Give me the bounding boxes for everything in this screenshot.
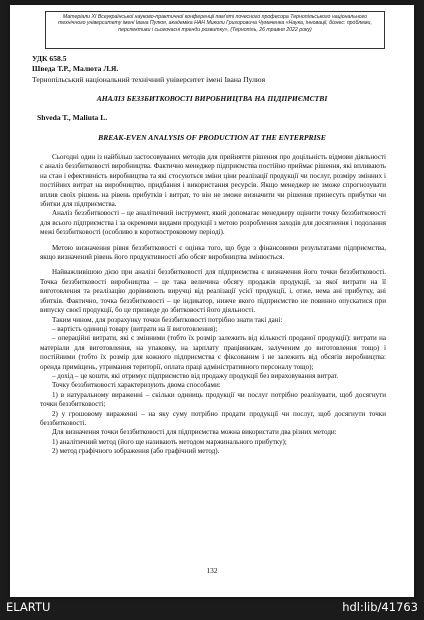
- list-item: – операційні витрати, які є змінними (тобто їх розмір залежить від кількості проданої продукції): витрати на матеріали для виготовлення, на упаковку, на зарплату працівникам, залученим до виготовлення тощо) і постійними (тобто їх розмір для кожного підприємства є фіксованим і не залежить від обсягів виробництва: оренда приміщень, утримання території, оплата праці адміністративного персоналу тощо);: [40, 334, 386, 371]
- paragraph: Таким чином, для розрахунку точки беззбитковості потрібно знати такі дані:: [52, 315, 283, 324]
- article-body: [40, 153, 386, 457]
- udk-code: УДК 658.5: [32, 54, 67, 63]
- repository-label: ELARTU: [6, 600, 51, 614]
- paragraph: Точку беззбитковості характеризують двома способами:: [52, 381, 221, 390]
- handle-identifier: hdl:lib/41763: [342, 600, 418, 614]
- list-item: – дохід – це кошти, які отримує підприємство від продажу продукції без вираховування витрат.: [52, 371, 339, 380]
- title-en: BREAK-EVEN ANALYSIS OF PRODUCTION AT THE ENTERPRISE: [98, 133, 326, 142]
- paragraph: Для визначення точки беззбитковості для підприємства можна використати два різних методи:: [52, 428, 337, 437]
- page-number: 132: [206, 566, 218, 575]
- list-item: – вартість одиниці товару (витрати на її виготовлення);: [52, 324, 218, 333]
- title-ua: АНАЛІЗ БЕЗЗБИТКОВОСТІ ВИРОБНИЦТВА НА ПІДПРИЄМСТВІ: [96, 94, 328, 103]
- list-item: 2) метод графічного зображення (або графічний метод).: [52, 447, 220, 456]
- paragraph: Метою визначення рівня беззбитковості є оцінка того, що буде з фінансовими результатами підприємства, якщо визначений рівень його продуктивності або обсяг виробництва змінюється.: [40, 243, 386, 262]
- document-page: [10, 5, 414, 597]
- list-item: 2) у грошовому вираженні – на яку суму потрібно продати продукції чи послуг, щоб досягнути точки беззбитковості.: [40, 409, 386, 427]
- list-item: 1) в натуральному вираженні – скільки одиниць продукції чи послуг потрібно реалізувати, щоб досягнути точки беззбитковості;: [40, 390, 386, 409]
- paragraph: Аналіз беззбитковості – це аналітичний інструмент, який допомагає менеджеру оцінити точку беззбитковості для всього підприємства і за окремими видами продукції з метою розроблення заходів для досягнення і подолання межі беззбитковості (особливо в короткостроковому періоді).: [40, 209, 386, 237]
- list-item: 1) аналітичний метод (його ще називають методом маржинального прибутку);: [52, 437, 287, 446]
- affiliation: Тернопільський національний технічний університет імені Івана Пулюя: [32, 75, 266, 84]
- authors-ua: Шведа Т.Р., Малюта Л.Я.: [32, 64, 119, 73]
- conference-header-box: Матеріали ХІ Всеукраїнської науково-практичної конференції пам'яті почесного професора Тернопільського національного технічного університету імені Івана Пулюя, академіка НАН Миколи Григоровича Чумаченка «Наука, інновації, бізнес: проблеми, перспективи і сьогочасні тренди розвитку», (Тернопіль, 26 травня 2022 року): [45, 11, 385, 49]
- authors-en: Shveda T., Maliuta L.: [37, 113, 108, 122]
- paragraph: Сьогодні один із найбільш застосовуваних методів для прийняття рішення про доцільність відмови діяльності є аналіз беззбитковості виробництва. Фактично менеджер підприємства постійно приймає рішення, які впливають на стан і ефективність виробництва та які стосуються зміни ціни реалізації продукції чи послуг, розміру змінних і постійних витрат на виробництво, придбання і використання ресурсів. Якщо менеджер не зможе спрогнозувати вплив своїх рішень на рівень прибутків і витрат, то він не зможе визначити чи рішення принесуть прибутки чи збитки для підприємства.: [40, 153, 386, 209]
- paragraph: Найважливішою дією при аналізі беззбитковості для підприємства є визначення його точки беззбитковості. Точка беззбитковості виробництва – це така величина обсягу продажів продукції, за якої витрати на її виготовлення та реалізацію дорівнюють виручці від реалізації усієї продукції, і, отже, нема ані прибутку, ані збитків. Фактично, точка беззбитковості – це індикатор, нижче якого підприємство не повинно опускатися при випуску своєї продукції, бо це призведе до збитковості його діяльності.: [40, 268, 386, 315]
